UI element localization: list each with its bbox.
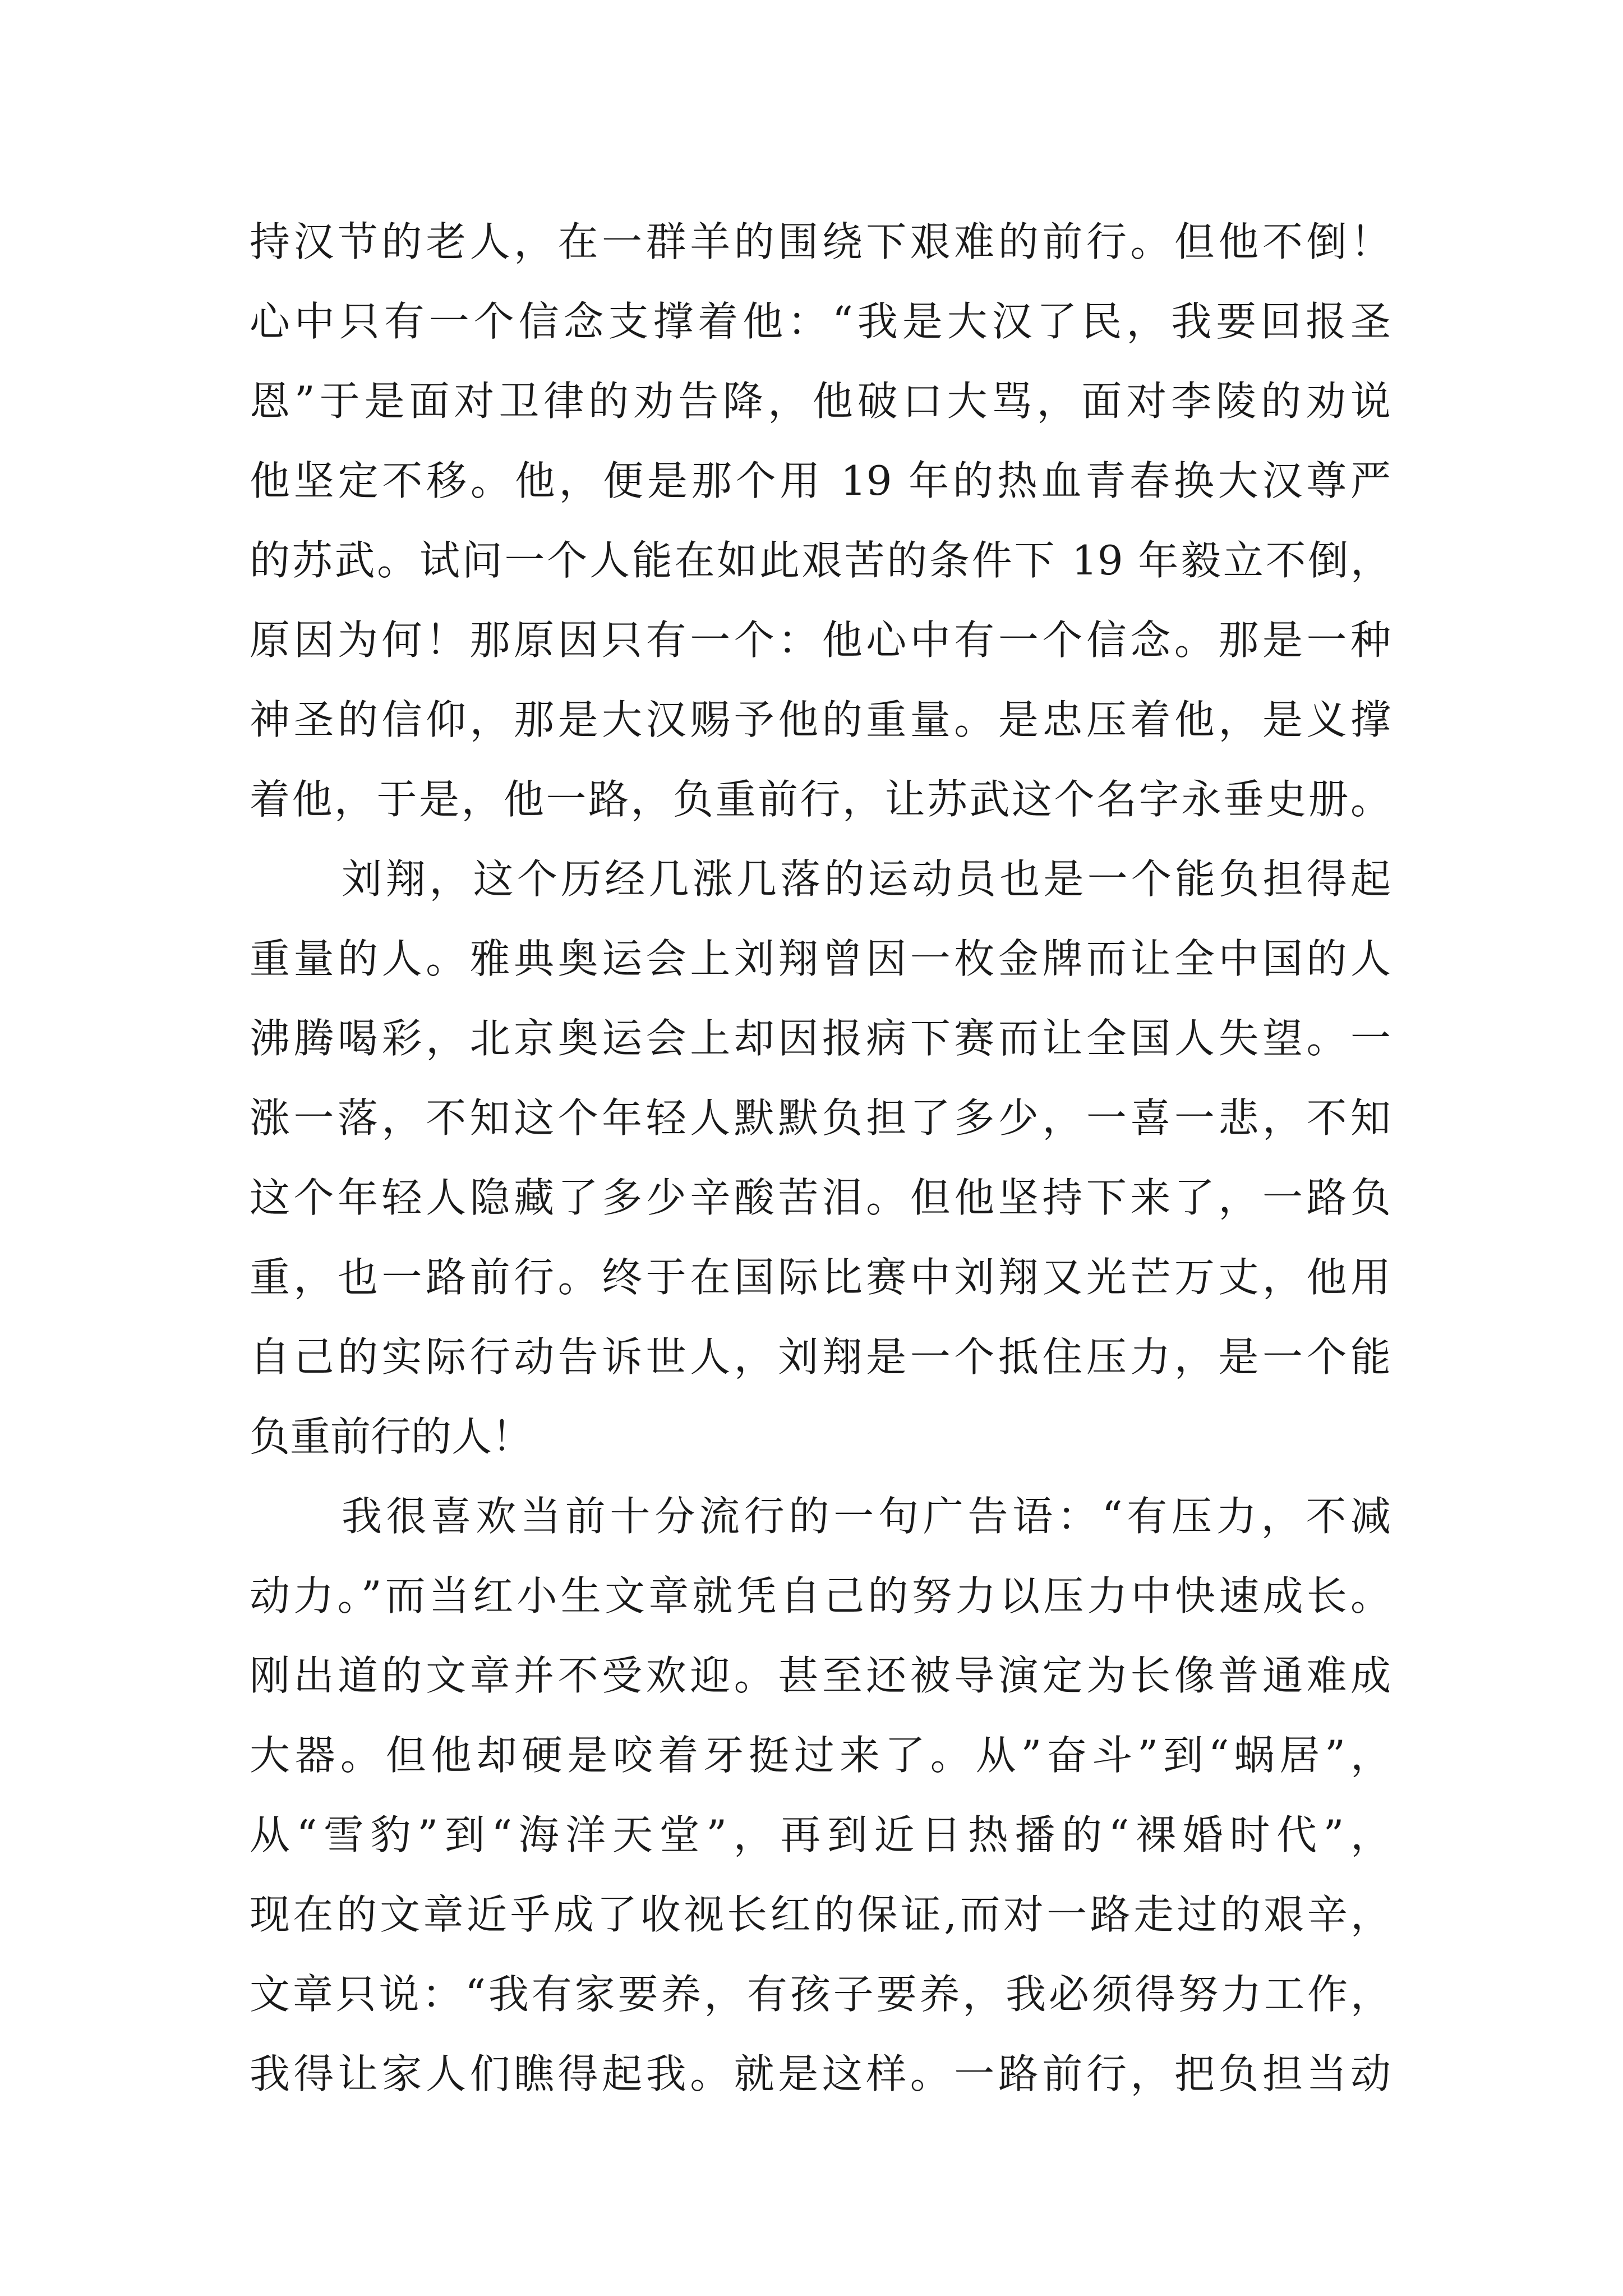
text-line: 大器。但他却硬是咬着牙挺过来了。从”奋斗”到“蜗居”， (250, 1732, 1391, 1779)
text-line: 他坚定不移。他，便是那个用 19 年的热血青春换大汉尊严 (250, 457, 1391, 504)
text-line: 的苏武。试问一个人能在如此艰苦的条件下 19 年毅立不倒， (250, 537, 1391, 584)
text-line: 心中只有一个信念支撑着他：“我是大汉了民，我要回报圣 (250, 298, 1391, 345)
text-line: 自己的实际行动告诉世人，刘翔是一个抵住压力，是一个能 (250, 1333, 1391, 1381)
text-line: 涨一落，不知这个年轻人默默负担了多少，一喜一悲，不知 (250, 1094, 1391, 1142)
text-line: 着他，于是，他一路，负重前行，让苏武这个名字永垂史册。 (250, 776, 1391, 823)
text-line: 原因为何！那原因只有一个：他心中有一个信念。那是一种 (250, 616, 1391, 664)
text-line: 我很喜欢当前十分流行的一句广告语：“有压力，不减 (342, 1493, 1391, 1540)
text-line: 沸腾喝彩，北京奥运会上却因报病下赛而让全国人失望。一 (250, 1015, 1391, 1062)
text-line: 刘翔，这个历经几涨几落的运动员也是一个能负担得起 (342, 855, 1391, 903)
text-line: 恩”于是面对卫律的劝告降，他破口大骂，面对李陵的劝说 (250, 378, 1391, 425)
text-line: 动力。”而当红小生文章就凭自己的努力以压力中快速成长。 (250, 1572, 1391, 1619)
text-line: 持汉节的老人，在一群羊的围绕下艰难的前行。但他不倒！ (250, 218, 1391, 265)
text-line: 刚出道的文章并不受欢迎。甚至还被导演定为长像普通难成 (250, 1652, 1391, 1699)
text-line: 负重前行的人！ (250, 1413, 533, 1460)
text-line: 从“雪豹”到“海洋天堂”，再到近日热播的“裸婚时代”， (250, 1811, 1391, 1858)
text-line: 我得让家人们瞧得起我。就是这样。一路前行，把负担当动 (250, 2050, 1391, 2097)
text-line: 现在的文章近乎成了收视长红的保证,而对一路走过的艰辛， (250, 1891, 1391, 1938)
text-line: 神圣的信仰，那是大汉赐予他的重量。是忠压着他，是义撑 (250, 696, 1391, 743)
body-text (250, 202, 1391, 2114)
text-line: 这个年轻人隐藏了多少辛酸苦泪。但他坚持下来了，一路负 (250, 1174, 1391, 1221)
text-line: 重，也一路前行。终于在国际比赛中刘翔又光芒万丈，他用 (250, 1254, 1391, 1301)
text-line: 文章只说：“我有家要养，有孩子要养，我必须得努力工作， (250, 1971, 1391, 2018)
text-line: 重量的人。雅典奥运会上刘翔曾因一枚金牌而让全中国的人 (250, 935, 1391, 982)
